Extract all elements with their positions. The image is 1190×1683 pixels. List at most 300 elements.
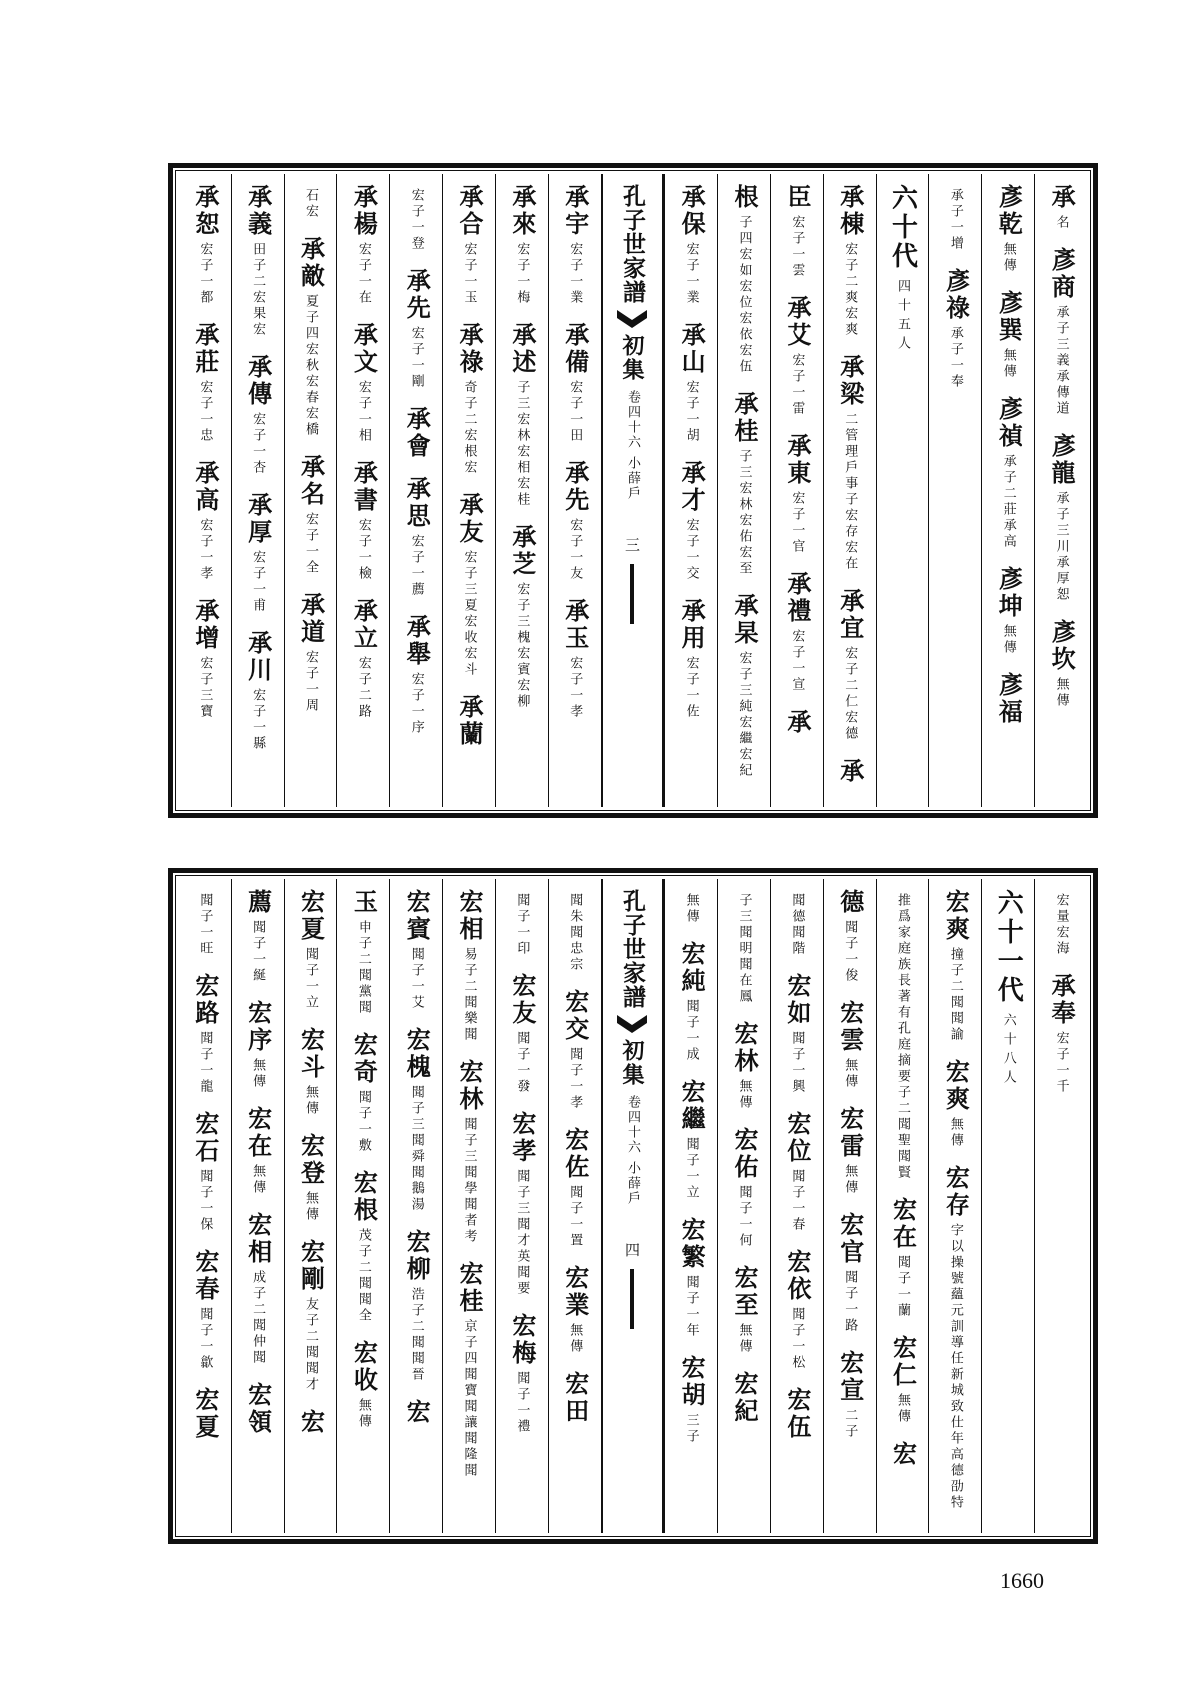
person-note: 無傳 (567, 1323, 583, 1355)
person-name: 承書 (349, 460, 379, 514)
person-note: 聞朱聞忠宗 (567, 893, 583, 973)
person-entry (677, 1079, 707, 1201)
person-note: 宏子一友 (567, 518, 583, 582)
person-entry (677, 460, 707, 582)
person-note: 宏子三純宏繼宏紀 (736, 651, 752, 779)
person-entry (507, 1111, 537, 1297)
person-note: 京子四聞寶聞讓聞隆聞 (461, 1319, 477, 1479)
person-name: 宏仁 (888, 1335, 918, 1389)
columns-top (179, 174, 1087, 807)
person-name: 承增 (190, 598, 220, 652)
genealogy-column (495, 879, 548, 1533)
genealogy-column (770, 879, 823, 1533)
person-note: 聞子一發 (514, 1031, 530, 1095)
person-entry (888, 1197, 918, 1319)
person-name: 承 (835, 758, 865, 785)
genealogy-column (876, 879, 929, 1533)
person-name: 宏爽 (941, 889, 971, 943)
person-name: 承義 (243, 184, 273, 238)
person-entry (296, 1133, 326, 1223)
person-note: 宏子一胡 (683, 380, 699, 444)
person-note: 宏子一登 (408, 188, 424, 252)
person-entry (402, 268, 432, 390)
person-note: 宏子一千 (1053, 1031, 1069, 1095)
person-note: 聞子一艾 (408, 947, 424, 1011)
person-entry (941, 268, 971, 390)
person-entry (296, 1409, 326, 1436)
person-name: 宏相 (455, 889, 485, 943)
person-name: 承思 (402, 476, 432, 530)
person-note: 申子二聞黨聞 (355, 920, 371, 1016)
person-entry (782, 433, 812, 555)
person-entry (782, 571, 812, 693)
person-note: 宏子一業 (567, 242, 583, 306)
person-name: 承備 (560, 322, 590, 376)
person-entry (835, 1212, 865, 1334)
person-name: 宏至 (730, 1265, 760, 1319)
page-number: 1660 (1000, 1568, 1044, 1593)
person-entry (677, 322, 707, 444)
person-name: 宏奇 (349, 1032, 379, 1086)
spine-collection: 初集 (618, 334, 645, 382)
person-name: 彥巽 (994, 290, 1024, 344)
person-note: 聞子一年 (683, 1275, 699, 1339)
generation-title: 六十代 (887, 184, 918, 271)
person-name: 宏友 (507, 973, 537, 1027)
person-note: 宏子三寶 (197, 656, 213, 720)
person-name: 宏佑 (730, 1127, 760, 1181)
person-entry (304, 184, 317, 220)
person-entry (1047, 973, 1077, 1095)
person-entry (507, 322, 537, 508)
person-name: 宏繁 (677, 1217, 707, 1271)
spine-page: 四 (622, 1242, 641, 1258)
person-name: 宏序 (243, 1000, 273, 1054)
generation-heading (887, 184, 918, 355)
genealogy-column (284, 174, 337, 807)
person-name: 宏純 (677, 941, 707, 995)
person-note: 子三聞明聞在鳳 (736, 893, 752, 1005)
person-name: 承恕 (190, 184, 220, 238)
genealogy-column (928, 879, 981, 1533)
person-name: 承東 (782, 433, 812, 487)
person-name: 宏在 (888, 1197, 918, 1251)
person-entry (1047, 184, 1077, 231)
genealogy-sheet-bottom (168, 868, 1098, 1544)
person-name: 宏夏 (296, 889, 326, 943)
genealogy-column (442, 879, 495, 1533)
person-note: 宏子二爽宏爽 (842, 242, 858, 338)
generation-title: 六十一代 (993, 889, 1024, 1005)
person-name: 宏繼 (677, 1079, 707, 1133)
person-entry (568, 889, 581, 973)
person-name: 宏夏 (190, 1387, 220, 1441)
person-entry (190, 460, 220, 582)
genealogy-column (389, 879, 442, 1533)
genealogy-column (981, 879, 1034, 1533)
person-note: 無傳 (250, 1058, 266, 1090)
person-note: 聞子三聞舜聞鵝湯 (408, 1085, 424, 1213)
person-entry (349, 598, 379, 720)
person-note: 宏子一都 (197, 242, 213, 306)
person-name: 宏業 (560, 1265, 590, 1319)
person-entry (349, 1032, 379, 1154)
person-name: 宏領 (243, 1382, 273, 1436)
person-note: 無傳 (1000, 242, 1016, 274)
person-name: 宏林 (455, 1059, 485, 1113)
person-entry (349, 184, 379, 306)
person-name: 宏在 (243, 1106, 273, 1160)
person-entry (994, 396, 1024, 550)
person-note: 聞子一松 (789, 1307, 805, 1371)
person-entry (560, 460, 590, 582)
person-name: 承立 (349, 598, 379, 652)
person-name: 宏位 (782, 1111, 812, 1165)
person-entry (243, 1212, 273, 1366)
person-entry (835, 588, 865, 742)
person-note: 宏子一序 (408, 672, 424, 736)
person-entry (1047, 619, 1077, 709)
person-entry (782, 1111, 812, 1233)
person-name: 宏佐 (560, 1127, 590, 1181)
person-entry (1047, 433, 1077, 603)
person-note: 聞子一敷 (355, 1090, 371, 1154)
person-entry (560, 1127, 590, 1249)
person-name: 承梁 (835, 354, 865, 408)
genealogy-column (284, 879, 337, 1533)
person-entry (994, 290, 1024, 380)
person-entry (941, 1165, 971, 1511)
genealogy-column (664, 174, 717, 807)
person-name: 臣 (782, 184, 812, 211)
person-name: 承杲 (730, 593, 760, 647)
person-name: 宏石 (190, 1111, 220, 1165)
person-name: 宏桂 (455, 1261, 485, 1315)
person-name: 宏路 (190, 973, 220, 1027)
person-note: 聞子一置 (567, 1185, 583, 1249)
person-note: 宏子一剛 (408, 326, 424, 390)
person-name: 宏 (296, 1409, 326, 1436)
person-entry (730, 1371, 760, 1425)
person-note: 聞子一保 (197, 1169, 213, 1233)
person-note: 聞子一路 (842, 1270, 858, 1334)
person-name: 宏伍 (782, 1387, 812, 1441)
person-entry (738, 889, 751, 1005)
person-note: 無傳 (1000, 624, 1016, 656)
person-name: 承厚 (243, 492, 273, 546)
person-entry (243, 1000, 273, 1090)
person-note: 宏子一雷 (789, 353, 805, 417)
person-entry (994, 184, 1024, 274)
person-note: 聞子一成 (683, 999, 699, 1063)
person-name: 宏官 (835, 1212, 865, 1266)
person-entry (296, 236, 326, 438)
person-entry (243, 492, 273, 614)
fishtail-ornament-icon (617, 1015, 647, 1033)
person-name: 宏剛 (296, 1239, 326, 1293)
person-entry (190, 598, 220, 720)
person-note: 宏子一孝 (197, 518, 213, 582)
person-name: 承蘭 (455, 694, 485, 748)
person-name: 承舉 (402, 614, 432, 668)
person-note: 宏子一佐 (683, 656, 699, 720)
person-name: 宏如 (782, 973, 812, 1027)
person-entry (296, 592, 326, 714)
person-name: 承先 (560, 460, 590, 514)
spine-title: 孔子世家譜 (618, 889, 646, 1009)
person-note: 成子二聞仲聞 (250, 1270, 266, 1366)
person-name: 承祿 (455, 322, 485, 376)
person-entry (455, 694, 485, 748)
person-entry (730, 1021, 760, 1111)
person-note: 無傳 (1000, 348, 1016, 380)
genealogy-column (231, 879, 284, 1533)
genealogy-column (717, 879, 770, 1533)
person-note: 聞子一春 (789, 1169, 805, 1233)
person-entry (515, 889, 528, 957)
person-name: 承名 (296, 454, 326, 508)
person-name: 宏梅 (507, 1313, 537, 1367)
person-name: 宏存 (941, 1165, 971, 1219)
person-name: 承會 (402, 406, 432, 460)
person-name: 承芝 (507, 524, 537, 578)
person-entry (730, 184, 760, 375)
person-note: 宏子一雲 (789, 215, 805, 279)
person-note: 石宏 (303, 188, 318, 220)
person-name: 承述 (507, 322, 537, 376)
person-note: 聞子三聞才英聞要 (514, 1169, 530, 1297)
spine-volume: 卷四十六 小薛戶 (624, 390, 640, 502)
person-entry (730, 1265, 760, 1355)
person-name: 彥坎 (1047, 619, 1077, 673)
person-note: 名 (1053, 215, 1069, 231)
person-note: 宏子一周 (303, 650, 318, 714)
genealogy-column (179, 174, 231, 807)
person-name: 承宇 (560, 184, 590, 238)
person-entry (402, 1229, 432, 1383)
person-entry (782, 973, 812, 1095)
person-name: 承 (782, 709, 812, 736)
person-note: 宏子一官 (789, 491, 805, 555)
person-note: 聞子一禮 (514, 1371, 530, 1435)
person-entry (243, 184, 273, 338)
person-entry (455, 322, 485, 476)
person-name: 宏爽 (941, 1059, 971, 1113)
columns-bottom (179, 879, 1087, 1533)
generation-heading (993, 889, 1024, 1089)
generation-count: 四十五人 (895, 279, 911, 355)
person-note: 承子一增 (947, 188, 963, 252)
person-entry (560, 184, 590, 306)
person-entry (402, 1399, 432, 1426)
spine-column (601, 174, 665, 807)
person-name: 宏紀 (730, 1371, 760, 1425)
person-note: 宏子一宣 (789, 629, 805, 693)
person-entry (677, 941, 707, 1063)
person-name: 承高 (190, 460, 220, 514)
person-note: 友子二聞聞才 (303, 1297, 318, 1393)
person-note: 浩子二聞聞晉 (408, 1287, 424, 1383)
person-name: 承用 (677, 598, 707, 652)
person-entry (949, 184, 962, 252)
genealogy-sheet-top (168, 163, 1098, 818)
person-entry (190, 322, 220, 444)
person-name: 承桂 (730, 391, 760, 445)
person-note: 宏子一田 (567, 380, 583, 444)
person-entry (888, 1441, 918, 1468)
person-entry (349, 889, 379, 1016)
person-note: 聞子三聞學聞者考 (461, 1117, 477, 1245)
person-note: 聞子一歙 (197, 1307, 213, 1371)
person-note: 撞子二聞聞諭 (947, 947, 963, 1043)
person-entry (730, 391, 760, 577)
spine-bar (630, 564, 634, 624)
person-note: 宏子一杏 (250, 412, 266, 476)
person-entry (941, 889, 971, 1043)
person-note: 宏子一孝 (567, 656, 583, 720)
person-entry (190, 1387, 220, 1441)
person-name: 承川 (243, 630, 273, 684)
person-entry (402, 476, 432, 598)
person-note: 宏子三夏宏收宏斗 (461, 550, 477, 678)
fishtail-ornament-icon (617, 310, 647, 328)
person-entry (455, 889, 485, 1043)
person-note: 無傳 (736, 1079, 752, 1111)
person-entry (190, 973, 220, 1095)
genealogy-column (823, 879, 876, 1533)
person-name: 玉 (349, 889, 379, 916)
genealogy-column (770, 174, 823, 807)
person-name: 承莊 (190, 322, 220, 376)
person-name: 承友 (455, 492, 485, 546)
person-entry (349, 460, 379, 582)
person-name: 彥祿 (941, 268, 971, 322)
person-note: 宏子一相 (355, 380, 371, 444)
person-name: 彥商 (1047, 247, 1077, 301)
person-entry (296, 889, 326, 1011)
person-name: 承才 (677, 460, 707, 514)
genealogy-column (548, 879, 601, 1533)
person-note: 聞德聞階 (789, 893, 805, 957)
person-entry (835, 1350, 865, 1440)
person-name: 宏根 (349, 1170, 379, 1224)
person-name: 承來 (507, 184, 537, 238)
person-note: 宏子一甫 (250, 550, 266, 614)
person-note: 田子二宏果宏 (250, 242, 266, 338)
person-name: 彥福 (994, 672, 1024, 726)
person-entry (782, 1249, 812, 1371)
person-entry (677, 1355, 707, 1445)
genealogy-column (179, 879, 231, 1533)
person-entry (560, 989, 590, 1111)
person-name: 宏胡 (677, 1355, 707, 1409)
person-name: 宏槐 (402, 1027, 432, 1081)
spine-page: 三 (622, 537, 641, 553)
person-note: 宏量宏海 (1053, 893, 1069, 957)
person-entry (507, 524, 537, 710)
genealogy-column (876, 174, 929, 807)
person-entry (835, 1106, 865, 1196)
person-note: 無傳 (683, 893, 699, 925)
person-entry (455, 492, 485, 678)
person-note: 無傳 (842, 1164, 858, 1196)
genealogy-column (336, 879, 389, 1533)
person-name: 宏登 (296, 1133, 326, 1187)
person-name: 宏 (888, 1441, 918, 1468)
person-entry (507, 184, 537, 306)
person-name: 承先 (402, 268, 432, 322)
person-note: 無傳 (250, 1164, 266, 1196)
person-name: 宏收 (349, 1340, 379, 1394)
person-note: 無傳 (895, 1393, 911, 1425)
person-note: 無傳 (1053, 677, 1069, 709)
person-name: 彥禎 (994, 396, 1024, 450)
person-name: 德 (835, 889, 865, 916)
person-entry (410, 184, 423, 252)
person-entry (685, 889, 698, 925)
person-note: 宏子一在 (355, 242, 371, 306)
person-name: 宏孝 (507, 1111, 537, 1165)
person-note: 承子三義承傳道 (1053, 305, 1069, 417)
person-entry (677, 184, 707, 306)
person-entry (507, 1313, 537, 1435)
person-entry (190, 1111, 220, 1233)
person-entry (402, 889, 432, 1011)
person-note: 宏子一業 (683, 242, 699, 306)
person-note: 宏子三槐宏賓宏柳 (514, 582, 530, 710)
person-note: 奇子二宏根宏 (461, 380, 477, 476)
person-name: 宏 (402, 1399, 432, 1426)
person-entry (455, 1059, 485, 1245)
person-name: 承宜 (835, 588, 865, 642)
person-note: 宏子一縣 (250, 688, 266, 752)
person-name: 承合 (455, 184, 485, 238)
person-entry (1055, 889, 1068, 957)
genealogy-column (664, 879, 717, 1533)
person-entry (560, 1371, 590, 1425)
genealogy-column (231, 174, 284, 807)
person-name: 承傳 (243, 354, 273, 408)
person-entry (782, 709, 812, 736)
person-entry (349, 1170, 379, 1324)
person-name: 承保 (677, 184, 707, 238)
spine-column (601, 879, 665, 1533)
person-entry (835, 184, 865, 338)
person-note: 宏子一全 (303, 512, 318, 576)
genealogy-column (823, 174, 876, 807)
person-name: 宏宣 (835, 1350, 865, 1404)
person-note: 無傳 (303, 1191, 318, 1223)
person-note: 聞子一印 (514, 893, 530, 957)
person-name: 宏春 (190, 1249, 220, 1303)
person-entry (1047, 247, 1077, 417)
person-note: 聞子一俊 (842, 920, 858, 984)
person-entry (994, 672, 1024, 726)
person-name: 宏斗 (296, 1027, 326, 1081)
person-entry (835, 889, 865, 984)
person-note: 宏子一忠 (197, 380, 213, 444)
person-name: 宏交 (560, 989, 590, 1043)
person-name: 承棟 (835, 184, 865, 238)
person-name: 承山 (677, 322, 707, 376)
genealogy-column (548, 174, 601, 807)
person-note: 聞子一孝 (567, 1047, 583, 1111)
person-note: 聞子一興 (789, 1031, 805, 1095)
person-entry (190, 1249, 220, 1371)
person-note: 聞子一綖 (250, 920, 266, 984)
person-entry (835, 758, 865, 785)
person-entry (730, 1127, 760, 1249)
